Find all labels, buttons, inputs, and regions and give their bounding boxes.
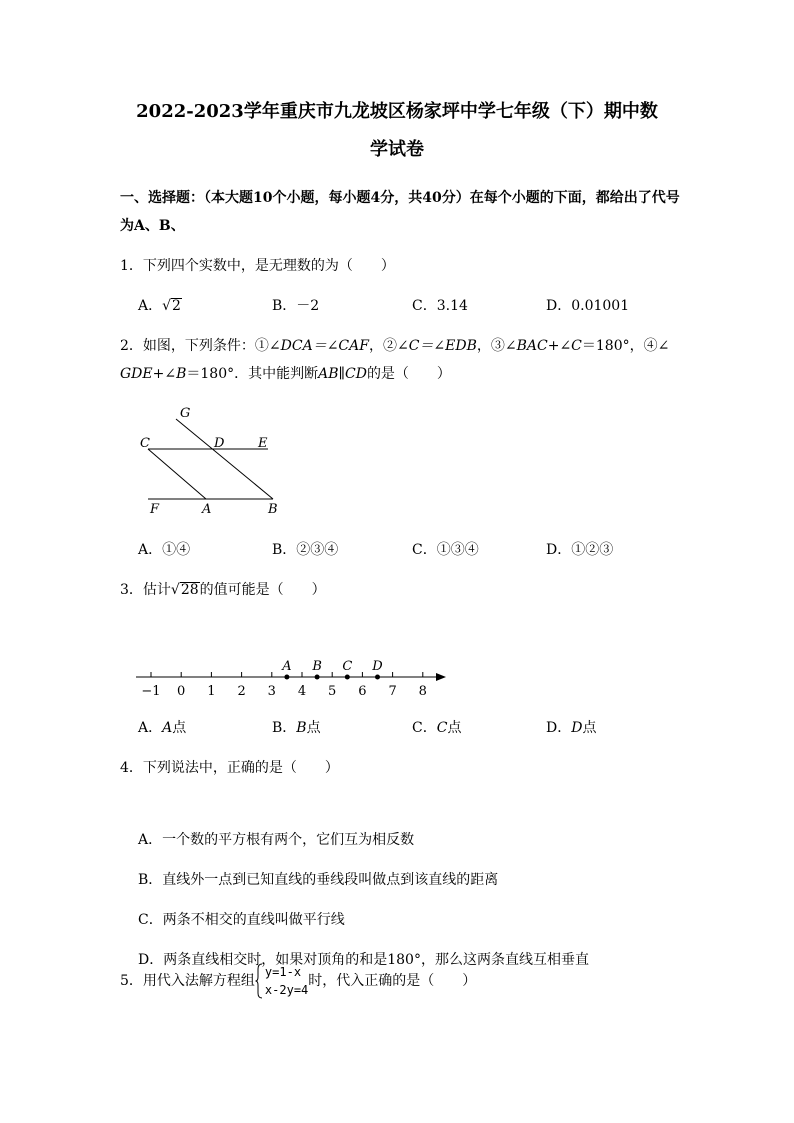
- q2-text: ＝180°．其中能判断: [186, 366, 319, 382]
- number-line-point-d: [375, 675, 380, 680]
- label-e: E: [258, 436, 268, 451]
- q2-text: 2．如图，下列条件：①: [120, 338, 269, 354]
- q2-option-a: A．①④: [138, 542, 191, 558]
- q2-option-d: D．①②③: [546, 542, 614, 558]
- q1-option-b: B．－2: [272, 298, 320, 314]
- number-line-point-a: [284, 675, 289, 680]
- q4-option-b: B．直线外一点到已知直线的垂线段叫做点到该直线的距离: [138, 872, 499, 888]
- section-heading: 一、选择题：（本大题10个小题，每小题4分，共40分）在每个小题的下面，都给出了代号为A、B、: [120, 190, 680, 234]
- number-line-tick-label: 1: [207, 684, 216, 699]
- left-brace-icon: [255, 963, 263, 999]
- page-title: [110, 93, 684, 169]
- number-line: [130, 650, 460, 700]
- q3-option-prefix: C．: [412, 720, 437, 736]
- q1-radicand: 2: [172, 298, 181, 314]
- q3-option-var: C: [436, 720, 448, 736]
- number-line-point-label-b: B: [312, 659, 322, 674]
- question-4-stem: 4．下列说法中，正确的是（ ）: [120, 760, 339, 776]
- q3-option-prefix: D．: [546, 720, 572, 736]
- q1-option-a-prefix: A．: [138, 298, 163, 314]
- q3-option-prefix: B．: [272, 720, 297, 736]
- number-line-tick-label: 2: [237, 684, 246, 699]
- number-line-tick-label: −1: [141, 684, 161, 699]
- question-5-stem: [120, 956, 476, 1006]
- q5-text: 时，代入正确的是（ ）: [308, 973, 477, 989]
- q3-text: 3．估计: [120, 582, 171, 598]
- number-line-point-label-a: A: [282, 659, 292, 674]
- q3-option-suffix: 点: [306, 720, 321, 736]
- q2-option-c: C．①③④: [412, 542, 479, 558]
- q2-condition-1: ∠DCA＝∠CAF: [268, 338, 369, 354]
- q1-option-d: D．0.01001: [546, 298, 630, 314]
- number-line-tick-label: 3: [267, 684, 276, 699]
- q2-sep: ，②: [368, 338, 397, 354]
- title-line-2: 学试卷: [370, 139, 424, 160]
- q3-option-d: [546, 718, 596, 738]
- label-d: D: [214, 436, 225, 451]
- number-line-tick-label: 6: [358, 684, 367, 699]
- label-g: G: [180, 406, 191, 421]
- number-line-point-b: [315, 675, 320, 680]
- number-line-tick-label: 5: [328, 684, 337, 699]
- number-line-point-c: [345, 675, 350, 680]
- equation-1: y=1-x: [264, 965, 302, 979]
- q3-radicand: 28: [180, 582, 199, 598]
- q2-text: ＝180°，④∠: [581, 338, 670, 354]
- q3-option-prefix: A．: [138, 720, 163, 736]
- q2-text: 的是（ ）: [366, 366, 451, 382]
- q3-option-var: B: [296, 720, 307, 736]
- q3-option-b: [272, 718, 321, 738]
- q2-sep: ，③: [476, 338, 505, 354]
- label-a: A: [202, 502, 212, 517]
- q4-option-c: C．两条不相交的直线叫做平行线: [138, 912, 345, 928]
- question-3-stem: [120, 576, 326, 604]
- q5-text: 5．用代入法解方程组: [120, 973, 255, 989]
- question-2-line-2: [120, 360, 451, 388]
- q3-option-suffix: 点: [447, 720, 462, 736]
- q3-option-var: D: [571, 720, 583, 736]
- number-line-tick-label: 0: [177, 684, 186, 699]
- q3-option-suffix: 点: [172, 720, 187, 736]
- number-line-tick-label: 8: [418, 684, 427, 699]
- number-line-point-label-c: C: [342, 659, 353, 674]
- q4-option-a: A．一个数的平方根有两个，它们互为相反数: [138, 832, 415, 848]
- label-f: F: [150, 502, 160, 517]
- number-line-tick-label: 4: [297, 684, 307, 699]
- q2-geometry-figure: [130, 400, 290, 520]
- line-gb: [176, 419, 273, 499]
- number-line-arrow: [436, 673, 446, 681]
- q2-condition-4: GDE+∠B: [120, 366, 187, 382]
- q3-option-c: [412, 718, 461, 738]
- question-2-line-1: [120, 332, 669, 360]
- title-line-1: 2022-2023学年重庆市九龙坡区杨家坪中学七年级（下）期中数: [136, 101, 658, 122]
- number-line-tick-label: 7: [388, 684, 397, 699]
- q1-option-a: [138, 296, 182, 316]
- line-ca: [148, 449, 206, 499]
- q3-option-a: [138, 718, 186, 738]
- label-c: C: [140, 436, 150, 451]
- q3-option-suffix: 点: [582, 720, 597, 736]
- equation-system: [255, 963, 308, 999]
- q2-parallel-relation: AB∥CD: [318, 366, 367, 382]
- sqrt-symbol: √: [162, 298, 172, 314]
- label-b: B: [268, 502, 278, 517]
- equation-2: x-2y=4: [264, 983, 309, 997]
- q4-option-d: D．两条直线相交时，如果对顶角的和是180°，那么这两条直线互相垂直: [138, 952, 589, 968]
- q3-text: 的值可能是（ ）: [199, 582, 326, 598]
- q2-option-b: B．②③④: [272, 542, 339, 558]
- question-1-stem: 1．下列四个实数中，是无理数的为（ ）: [120, 258, 395, 274]
- q2-condition-3: ∠BAC+∠C: [504, 338, 582, 354]
- q1-option-c: C．3.14: [412, 298, 468, 314]
- sqrt-symbol: √: [170, 582, 180, 598]
- q2-condition-2: ∠C＝∠EDB: [396, 338, 477, 354]
- number-line-point-label-d: D: [372, 659, 383, 674]
- q3-option-var: A: [162, 720, 173, 736]
